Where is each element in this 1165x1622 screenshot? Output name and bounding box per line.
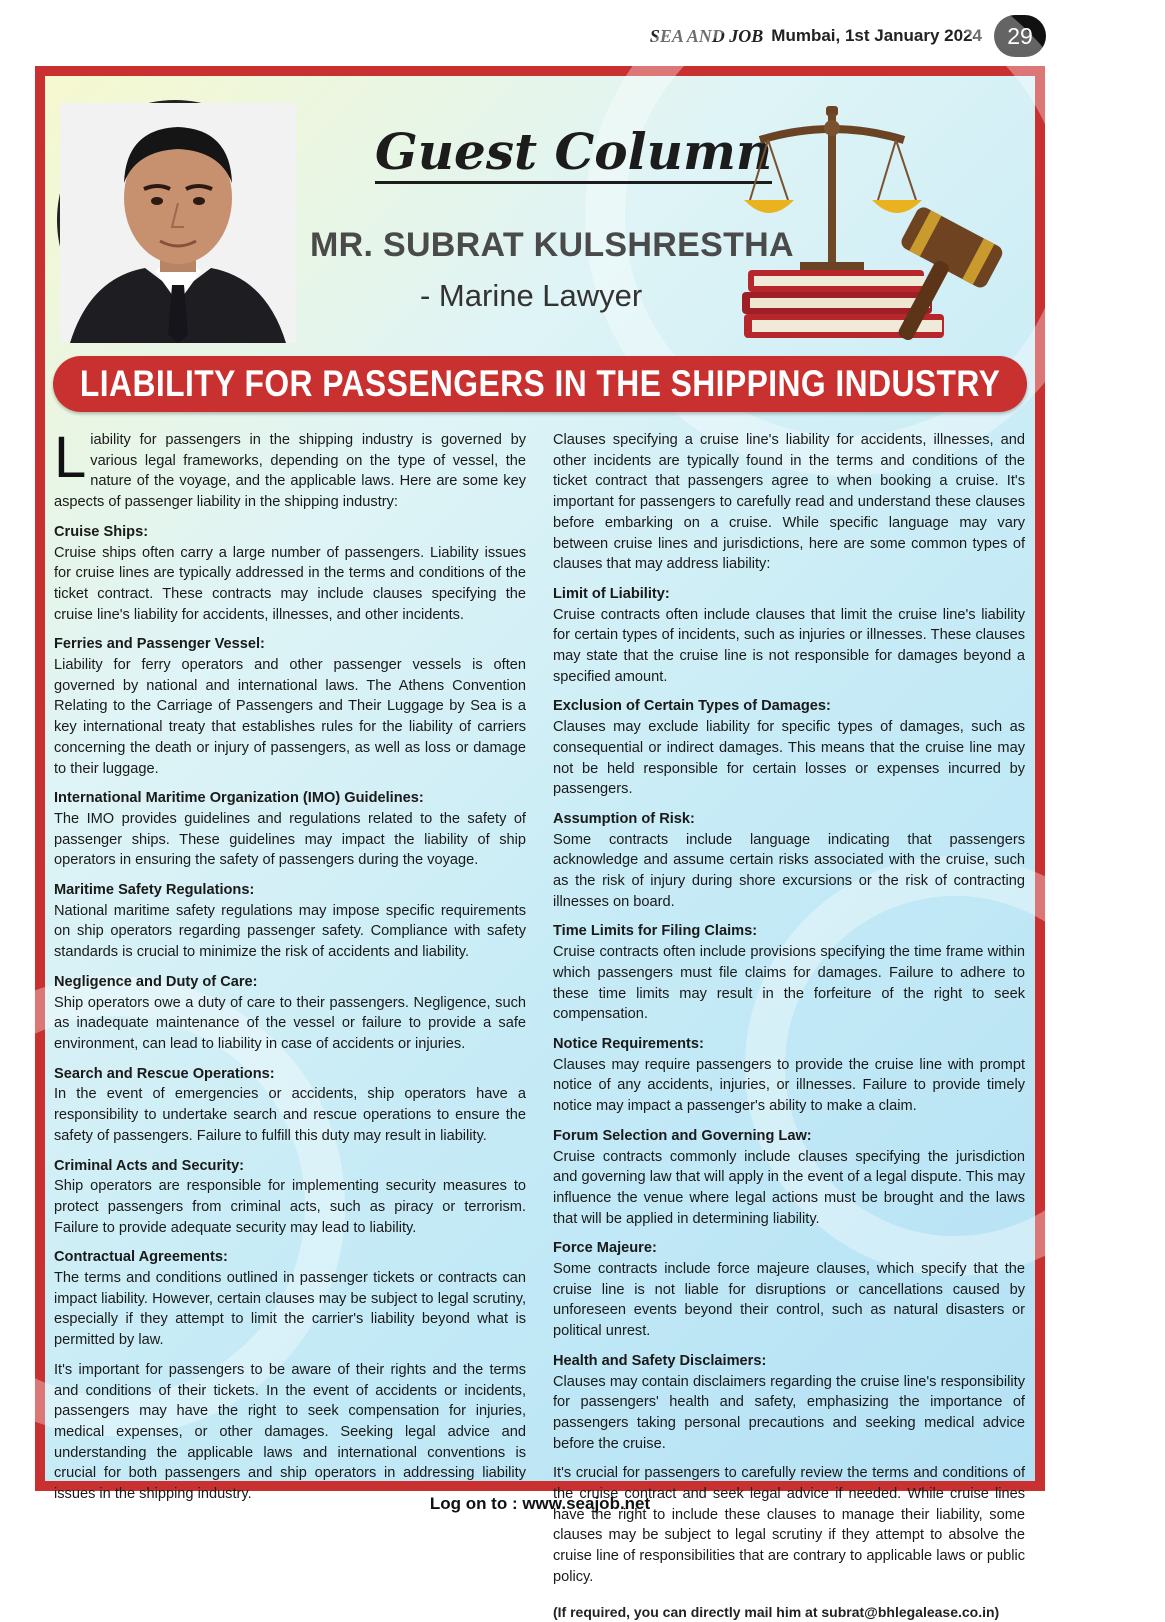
section-body: Clauses may exclude liability for specific types of damages, such as consequential or indirect damages. This means that the cruise line may not be held responsible for certain losses or expenses incurred by passengers. (553, 719, 1025, 798)
section-body: Clauses may require passengers to provide the cruise line with prompt notice of any accidents, injuries, or illnesses. Failure to provide timely notice may impact a passenger's ability to make a claim. (553, 1056, 1025, 1115)
section (54, 522, 526, 626)
section-body: Clauses may contain disclaimers regarding the cruise line's responsibility for passengers' health and safety, emphasizing the importance of passengers taking personal precautions and seeking medical advice before the cruise. (553, 1373, 1025, 1452)
section (553, 696, 1025, 800)
section-heading: Maritime Safety Regulations: (54, 882, 255, 899)
author-portrait (57, 100, 293, 340)
section-heading: Time Limits for Filing Claims: (553, 923, 758, 940)
headline: LIABILITY FOR PASSENGERS IN THE SHIPPING INDUSTRY (79, 363, 1001, 404)
section-heading: Health and Safety Disclaimers: (553, 1352, 767, 1369)
dateline: Mumbai, 1st January 2024 (771, 26, 982, 45)
footer-website: Log on to : www.seajob.net (429, 1494, 651, 1513)
section-heading: Limit of Liability: (553, 585, 670, 602)
section-body: Ship operators are responsible for implementing security measures to protect passengers from criminal acts, such as piracy or terrorism. Failure to provide adequate security may lead to liability. (54, 1178, 526, 1236)
section-heading: Ferries and Passenger Vessel: (54, 636, 265, 653)
section (553, 809, 1025, 913)
section-body: Liability for ferry operators and other passenger vessels is often governed by national and international laws. The Athens Convention Relating to the Carriage of Passengers and Their Luggage by Sea is a key international treaty that establishes rules for the liability of carriers concerning the death or injury of passengers, as well as loss or damage to their luggage. (54, 657, 526, 777)
section-body: Ship operators owe a duty of care to their passengers. Negligence, such as inadequate maintenance of the vessel or failure to provide a safe environment, can lead to liability in case of accidents or injuries. (54, 994, 526, 1052)
section (553, 1126, 1025, 1230)
section (54, 1156, 526, 1239)
section (553, 1351, 1025, 1455)
section-heading: Negligence and Duty of Care: (54, 973, 258, 990)
section-heading: Criminal Acts and Security: (54, 1157, 245, 1174)
section-heading: Notice Requirements: (553, 1035, 704, 1052)
scales-of-justice-icon (740, 104, 1040, 344)
section-body: Cruise contracts commonly include clauses specifying the jurisdiction and governing law that will apply in the event of a legal dispute. This may influence the venue where legal actions must be brought and the laws that will be applied in determining liability. (553, 1148, 1025, 1227)
section (553, 921, 1025, 1025)
page-number: 29 (994, 15, 1046, 57)
closing-paragraph: It's important for passengers to be aware of their rights and the terms and conditions of their tickets. In the event of accidents or incidents, passengers may have the right to seek compensation for injuries, medical expenses, or other damages. Seeking legal advice and understanding the applicable laws and international conventions is crucial for both passengers and ship operators in addressing liability issues in the shipping industry. (54, 1361, 526, 1503)
section-heading: Cruise Ships: (54, 523, 149, 540)
guest-column-label: Guest Column (375, 126, 772, 184)
author-role: - Marine Lawyer (420, 278, 643, 313)
section-heading: Assumption of Risk: (553, 810, 695, 827)
section (553, 1238, 1025, 1342)
drop-cap: L (54, 425, 87, 490)
section (54, 1064, 526, 1147)
section (553, 1034, 1025, 1117)
section-heading: Search and Rescue Operations: (54, 1065, 275, 1082)
section-body: The terms and conditions outlined in passenger tickets or contracts can impact liability. However, certain clauses may be subject to legal scrutiny, especially if they attempt to limit the carrier's liability beyond what is permitted by law. (54, 1270, 526, 1349)
section-heading: Exclusion of Certain Types of Damages: (553, 698, 831, 715)
section (553, 584, 1025, 688)
section-body: Cruise ships often carry a large number of passengers. Liability issues for cruise lines are typically addressed in the terms and conditions of the ticket contract. These contracts may include clauses specifying the cruise line's liability for accidents, illnesses, and other incidents. (54, 544, 526, 623)
section (54, 634, 526, 779)
publication-name: SEA AND JOB (649, 25, 764, 46)
closing-paragraph: It's crucial for passengers to carefully review the terms and conditions of the cruise contract and seek legal advice if needed. While cruise lines have the right to include these clauses to manage their liability, some clauses may be subject to legal scrutiny if they attempt to absolve the cruise line of responsibilities that are contrary to applicable laws or public policy. (553, 1465, 1025, 1585)
section-heading: International Maritime Organization (IMO) Guidelines: (54, 790, 424, 807)
intro-paragraph: Liability for passengers in the shipping industry is governed by various legal frameworks, depending on the type of vessel, the nature of the voyage, and the applicable laws. Here are some key aspects of passenger liability in the shipping industry: (54, 425, 526, 511)
section-body: Some contracts include language indicating that passengers acknowledge and assume certain risks associated with the cruise, such as the risk of injury during shore excursions or the risk of contracting illnesses on board. (553, 831, 1025, 910)
section (54, 1247, 526, 1351)
section-body: In the event of emergencies or accidents, ship operators have a responsibility to undertake search and rescue operations to ensure the safety of passengers. Failure to fulfill this duty may result in liability. (54, 1086, 526, 1144)
headline-banner (53, 356, 1027, 412)
section-body: Some contracts include force majeure clauses, which specify that the cruise line is not liable for disruptions or cancellations caused by unforeseen events beyond their control, such as natural disasters or political unrest. (553, 1261, 1025, 1340)
contact-note: (If required, you can directly mail him at subrat@bhlegalease.co.in) (553, 1603, 1000, 1620)
section-body: The IMO provides guidelines and regulations related to the safety of passenger ships. These guidelines may impact the liability of ship operators in ensuring the safety of passengers during the voyage. (54, 810, 526, 869)
section-heading: Force Majeure: (553, 1240, 657, 1257)
section (54, 880, 526, 963)
section-body: Cruise contracts often include provisions specifying the time frame within which passengers must file claims for damages. Failure to adhere to these time limits may result in the forfeiture of the right to seek compensation. (553, 944, 1025, 1023)
left-column (54, 425, 526, 1514)
section (54, 788, 526, 871)
right-column (553, 430, 1025, 1622)
section-body: Cruise contracts often include clauses that limit the cruise line's liability for certain types of incidents, such as injuries or illnesses. These clauses may state that the cruise line is not responsible for damages beyond a specified amount. (553, 606, 1025, 685)
section (54, 972, 526, 1055)
author-name: MR. SUBRAT KULSHRESTHA (310, 226, 794, 264)
section-body: National maritime safety regulations may impose specific requirements on ship operators regarding passenger safety. Compliance with safety standards is crucial to minimize the risk of accidents and liability. (54, 902, 526, 961)
intro-paragraph: Clauses specifying a cruise line's liability for accidents, illnesses, and other incidents are typically found in the terms and conditions of the ticket contract that passengers agree to when booking a cruise. It's important for passengers to carefully read and understand these clauses before embarking on a cruise. While specific language may vary between cruise lines and jurisdictions, here are some common types of clauses that may address liability: (553, 432, 1025, 573)
section-heading: Forum Selection and Governing Law: (553, 1127, 812, 1144)
section-heading: Contractual Agreements: (54, 1249, 228, 1266)
